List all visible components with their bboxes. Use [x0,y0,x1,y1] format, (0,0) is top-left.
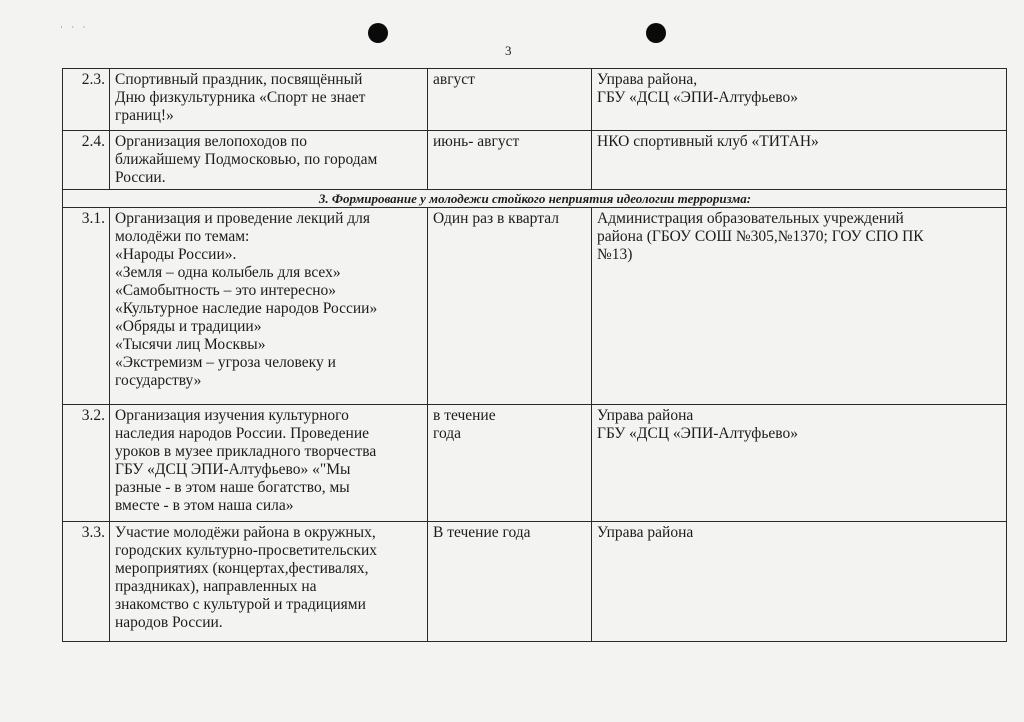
timing-cell: В течение года [428,522,592,642]
row-number: 3.1. [63,208,110,405]
table-row [63,69,1007,131]
timing-cell: июнь- август [428,131,592,190]
punch-hole-left [368,23,388,43]
event-cell: Участие молодёжи района в окружных, городских культурно-просветительских мероприятиях (концертах,фестивалях, праздниках), направленных на знакомство с культурой и традициями народов России. [110,522,428,642]
responsible-cell: НКО спортивный клуб «ТИТАН» [592,131,1007,190]
row-number: 2.3. [63,69,110,131]
event-cell: Организация изучения культурного наследия народов России. Проведение уроков в музее прикладного творчества ГБУ «ДСЦ ЭПИ-Алтуфьево» «"Мы разные - в этом наше богатство, мы вместе - в этом наша сила» [110,405,428,522]
row-number: 3.2. [63,405,110,522]
timing-cell: в течение года [428,405,592,522]
timing-cell: август [428,69,592,131]
responsible-cell: Управа района, ГБУ «ДСЦ «ЭПИ-Алтуфьево» [592,69,1007,131]
plan-table [62,68,1007,642]
event-cell: Организация велопоходов по ближайшему Подмосковью, по городам России. [110,131,428,190]
responsible-cell: Управа района ГБУ «ДСЦ «ЭПИ-Алтуфьево» [592,405,1007,522]
page-number: 3 [505,43,512,58]
section-heading: 3. Формирование у молодежи стойкого неприятия идеологии терроризма: [63,190,1007,208]
event-cell: Спортивный праздник, посвящённый Дню физкультурника «Спорт не знает границ!» [110,69,428,131]
row-number: 2.4. [63,131,110,190]
punch-hole-right [646,23,666,43]
table-row [63,405,1007,522]
responsible-cell: Администрация образовательных учреждений района (ГБОУ СОШ №305,№1370; ГОУ СПО ПК №13) [592,208,1007,405]
table-row [63,208,1007,405]
scan-speck: · · · [60,22,89,32]
table-row [63,131,1007,190]
table-row [63,522,1007,642]
timing-cell: Один раз в квартал [428,208,592,405]
responsible-cell: Управа района [592,522,1007,642]
section-row [63,190,1007,208]
event-cell: Организация и проведение лекций для молодёжи по темам: «Народы России». «Земля – одна колыбель для всех» «Самобытность – это интересно» «Культурное наследие народов России» «Обряды и традиции» «Тысячи лиц Москвы» «Экстремизм – угроза человеку и государству» [110,208,428,405]
row-number: 3.3. [63,522,110,642]
